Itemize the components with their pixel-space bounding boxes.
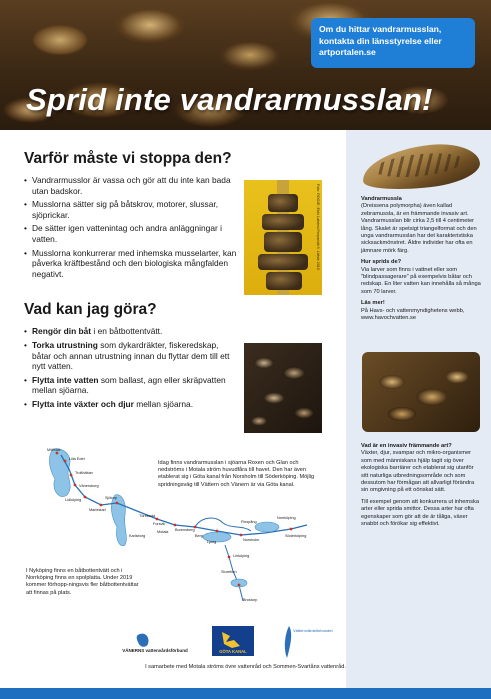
mussel-clump [258,254,308,270]
place-label: Sjötorp [105,496,118,500]
sidebar-facts [361,196,481,327]
place-label: Lilla Edet [69,457,85,461]
place-label: Linköping [233,554,250,558]
bullet-text: mellan sjöarna. [133,398,194,409]
bullet-text: som ballast, agn eller skräpvatten mellan sjöarna. [32,374,226,396]
place-label: Stureforn [221,570,237,574]
map-description: Idag finns vandrarmusslan i sjöarna Roxen och Glan och nedströms i Motala ström huvudfåra till havet. Den har även etablerat sig i Göta kanal från Norsholm till Söderköping. Möjlig spridningsväg till Vättern och Vänern är via Göta kanal. [158,460,315,488]
lake-vattern [111,495,126,546]
what-bullet-list [24,326,238,409]
page-title: Sprid inte vandrarmusslan! [26,82,433,117]
vanern-logo [122,630,188,660]
photo-credit: Foto: ROOJE, Elvik Lahdesi/Ymparistö.fi. Lähde 2013 [316,184,320,270]
sidebar-text: Via larver som finns i vattnet eller som "blindpassagerare" på exempelvis båtar och redskap. En liter vatten kan innehålla så många som 70 larver. [361,266,481,295]
list-item [24,340,238,372]
list-item: • Vandrarmusslor är vassa och gör att du inte kan bada utan badskor. [24,175,238,196]
place-label: Norrköping [277,516,296,520]
bullet-text: som dykardräkter, fiskeredskap, båtar och annan utrustning innan du flyttar dem till ett nytt vatten. [32,339,230,372]
sidebar-text: Växter, djur, svampar och mikro-organismer som med människans hjälp tagit sig över ekologiska barriärer och etablerat sig utanför sitt naturliga utbredningsområde och som dessutom har förmågan att allvarligt förändra sin omgivning på ett oönskat sätt. [361,450,475,494]
place-label: Norsholm [243,538,260,542]
list-item: • De sätter igen vattenintag och andra anläggningar i vatten. [24,223,238,244]
place-label: Vänersborg [79,484,99,488]
sidebar-paragraph [361,300,481,322]
mussel-clump [262,214,304,230]
lake-vanern [49,449,70,497]
bullet-bold: Flytta inte vatten [32,374,99,385]
section-heading-what: Vad kan jag göra? [24,301,157,319]
sidebar-subheading: Vandrarmussla [361,196,402,202]
gota-kanal-logo [212,626,254,656]
place-label: Borensberg [175,528,195,532]
list-item [24,326,238,337]
sidebar-paragraph [361,259,481,296]
place-label: Ljung [207,540,217,544]
list-item: • Musslorna sätter sig på båtskrov, motorer, slussar, sjöprickar. [24,199,238,220]
sidebar-text: Till exempel genom att konkurrera ut inhemska arter eller sprida smittor. Dessa arter har ofta egenskaper som gör att de är tåliga, växer snabbt och förökar sig effektivt. [361,498,480,528]
place-label: Töreboda [139,514,156,518]
vanern-logo-text: VÄNERNS vattenvårdsförbund [122,648,188,653]
section-heading-why: Varför måste vi stoppa den? [24,150,232,167]
mussels-on-pipe-photo [244,180,322,295]
mussel-clump [268,194,298,212]
nykoping-note: I Nyköping finns en båtbottentvätt och i Norrköping finns en spolplatta. Under 2019 kommer förhopp-ningsvis fler båtbottentvättar att finnas på plats. [26,568,139,596]
bullet-bold: Rengör din båt [32,326,92,337]
bullet-bold: Flytta inte växter och djur [32,398,134,409]
contact-info-box: Om du hittar vandrarmusslan, kontakta din länsstyrelse eller artportalen.se [311,18,475,68]
mussels-photo [362,352,480,432]
mussel-cluster-photo [244,343,322,433]
info-sidebar [346,130,491,688]
footer-text: I samarbete med Motala ströms övre vattenråd och Sommen-Svartåns vattenråd. [145,664,346,670]
place-label: Karlsborg [129,534,146,538]
sidebar-subheading: Läs mer! [361,300,385,307]
sidebar-paragraph [361,499,481,529]
mussel-shell-illustration [360,140,482,194]
gota-logo-text: GÖTA KANAL [219,649,247,654]
sidebar-text: På Havs- och vattenmyndighetens webb, www.havochvatten.se [361,307,465,322]
list-item: • Musslorna konkurrerar med inhemska musselarter, kan påverka kräftbestånd och den biologiska mångfalden negativt. [24,248,238,280]
place-label: Berg [195,534,204,538]
place-label: Lidköping [65,498,82,502]
mussel-clump [264,232,302,252]
sidebar-paragraph [361,196,481,255]
sidebar-subheading: Hur sprids de? [361,259,402,266]
why-bullet-list [24,175,238,279]
place-label: Mölndal [47,448,61,452]
mussel-clump [266,272,302,290]
footer-bar [0,688,491,699]
sidebar-invasive [361,443,481,532]
place-label: Finspång [241,520,257,524]
place-label: Söderköping [285,534,307,538]
place-label: Mariestad [89,508,106,512]
sidebar-subheading: Vad är en invasiv främmande art? [361,443,452,449]
lake-glan [255,522,279,532]
list-item [24,399,238,410]
bullet-bold: Torka utrustning [32,339,98,350]
place-label: Brostorp [243,598,258,602]
place-label: Motala [157,530,169,534]
vattern-logo-text: Vätternvårdsförbundet [293,628,333,633]
list-item [24,375,238,396]
place-label: Trollhättan [75,471,93,475]
sidebar-text: (Dreissena polymorpha) även kallad zebramussla, är en främmande invasiv art. Vandrarmusslan blir cirka 2,5 till 4 centimeter lång. Skalet är spetsigt triangelformat och den unga vandrarmusslan har det karakteristiska sicksackmönstret. Äldre individer har ofta en jämnare mörk färg. [361,203,477,254]
place-label: Forsvik [153,522,166,526]
sidebar-paragraph [361,443,481,495]
vattern-logo [279,624,345,660]
header-banner [0,0,491,130]
bullet-text: i en båtbottentvätt. [91,326,163,337]
